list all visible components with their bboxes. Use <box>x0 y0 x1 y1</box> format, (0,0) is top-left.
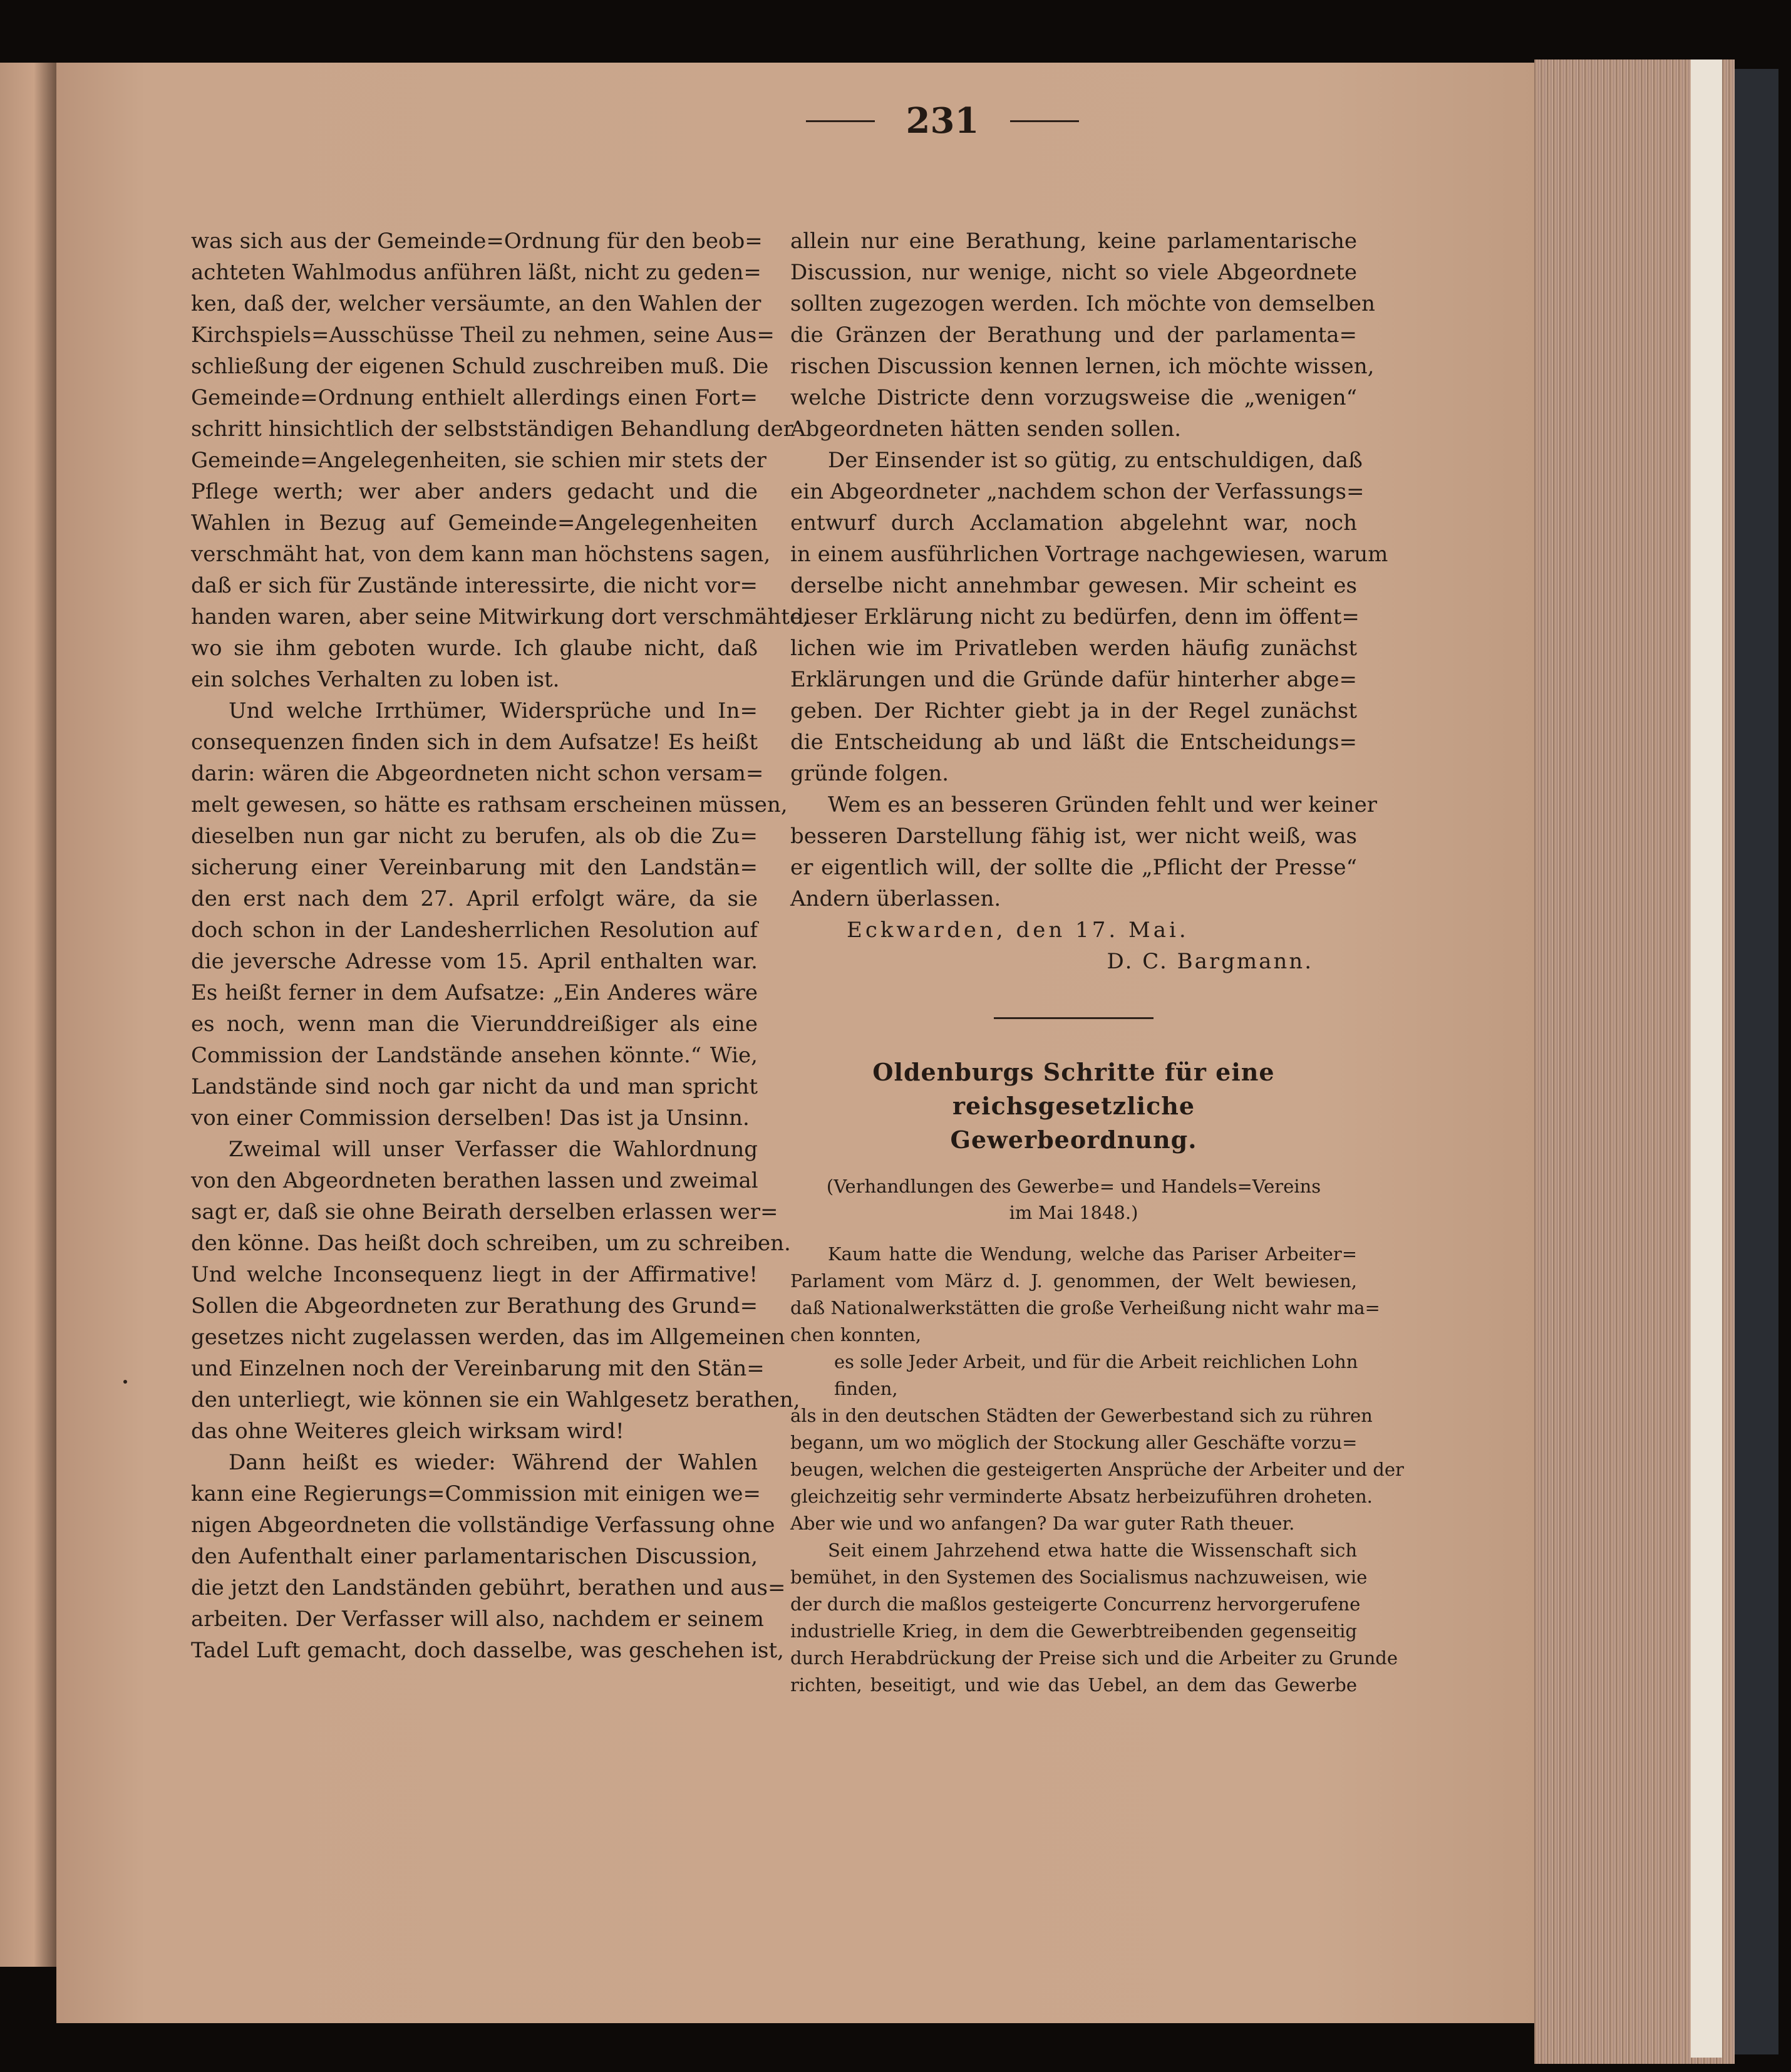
text-line: Parlament vom März d. J. genommen, der Welt bewiesen, <box>790 1270 1357 1292</box>
page-number: 231 <box>906 100 979 142</box>
book-cover-edge <box>1735 69 1778 2054</box>
text-line: lichen wie im Privatleben werden häufig zunächst <box>790 636 1357 661</box>
text-line: bemühet, in den Systemen des Socialismus nachzuweisen, wie <box>790 1567 1368 1588</box>
text-line: doch schon in der Landesherrlichen Resolution auf <box>191 918 758 943</box>
text-line: Landstände sind noch gar nicht da und man spricht <box>191 1074 758 1099</box>
text-line: Erklärungen und die Gründe dafür hinterher abge= <box>790 667 1357 692</box>
text-line: dieser Erklärung nicht zu bedürfen, denn im öffent= <box>790 604 1360 629</box>
right-column-body <box>790 225 1388 914</box>
text-line: Der Einsender ist so gütig, zu entschuldigen, daß <box>828 448 1363 473</box>
text-line: daß Nationalwerkstätten die große Verheißung nicht wahr ma= <box>790 1297 1380 1318</box>
text-line: Andern überlassen. <box>790 886 1001 911</box>
text-line: sagt er, daß sie ohne Beirath derselben erlassen wer= <box>191 1199 778 1225</box>
text-line: das ohne Weiteres gleich wirksam wird! <box>191 1419 624 1444</box>
text-line: es noch, wenn man die Vierunddreißiger als eine <box>191 1012 758 1037</box>
article-headline-line-1: Oldenburgs Schritte für eine reichsgesetzliche <box>872 1058 1275 1120</box>
text-line: von den Abgeordneten berathen lassen und zweimal <box>191 1168 758 1193</box>
signature-place-date: Eckwarden, den 17. Mai. <box>847 918 1189 943</box>
text-line: den Aufenthalt einer parlamentarischen Discussion, <box>191 1544 758 1569</box>
text-line: den unterliegt, wie können sie ein Wahlgesetz berathen, <box>191 1387 800 1412</box>
text-line: die jetzt den Landständen gebührt, berathen und aus= <box>191 1575 786 1600</box>
paragraph <box>790 225 1375 445</box>
text-line: Sollen die Abgeordneten zur Berathung des Grund= <box>191 1293 758 1318</box>
paragraph <box>191 695 788 1134</box>
text-line: Aber wie und wo anfangen? Da war guter Rath theuer. <box>790 1513 1295 1534</box>
text-line: besseren Darstellung fähig ist, wer nicht weiß, was <box>790 824 1357 849</box>
text-line: arbeiten. Der Verfasser will also, nachdem er seinem <box>191 1607 764 1632</box>
text-line: Dann heißt es wieder: Während der Wahlen <box>229 1450 758 1475</box>
text-line: geben. Der Richter giebt ja in der Regel zunächst <box>790 698 1357 723</box>
article-subheading <box>790 1173 1357 1226</box>
text-line: darin: wären die Abgeordneten nicht schon versam= <box>191 761 764 786</box>
header-rule-right <box>1010 120 1079 122</box>
text-line: Kirchspiels=Ausschüsse Theil zu nehmen, seine Aus= <box>191 323 775 348</box>
text-line: ein Abgeordneter „nachdem schon der Verfassungs= <box>790 479 1365 504</box>
text-line: in einem ausführlichen Vortrage nachgewiesen, warum <box>790 542 1388 567</box>
text-line: Es heißt ferner in dem Aufsatze: „Ein Anderes wäre <box>191 980 758 1005</box>
article-headline-line-2: Gewerbeordnung. <box>950 1126 1197 1154</box>
text-line: ein solches Verhalten zu loben ist. <box>191 667 560 692</box>
text-line: allein nur eine Berathung, keine parlamentarische <box>790 229 1357 254</box>
paragraph <box>790 1241 1380 1349</box>
section-divider <box>994 1017 1154 1019</box>
text-line: die Gränzen der Berathung und der parlamenta= <box>790 323 1357 348</box>
article-body <box>790 1241 1404 1699</box>
text-line: ken, daß der, welcher versäumte, an den Wahlen der <box>191 291 761 316</box>
left-column <box>191 225 809 1666</box>
text-line: entwurf durch Acclamation abgelehnt war, noch <box>790 510 1357 536</box>
text-line: daß er sich für Zustände interessirte, die nicht vor= <box>191 573 758 598</box>
article-subheading-line-2: im Mai 1848.) <box>1009 1202 1138 1223</box>
text-line: gesetzes nicht zugelassen werden, das im Allgemeinen <box>191 1325 785 1350</box>
text-line: beugen, welchen die gesteigerten Ansprüche der Arbeiter und der <box>790 1459 1404 1480</box>
text-line: der durch die maßlos gesteigerte Concurrenz hervorgerufene <box>790 1593 1361 1615</box>
ink-speck <box>123 1380 127 1384</box>
text-line: handen waren, aber seine Mitwirkung dort verschmähte, <box>191 604 809 629</box>
text-line: Gemeinde=Angelegenheiten, sie schien mir stets der <box>191 448 766 473</box>
text-line: dieselben nun gar nicht zu berufen, als ob die Zu= <box>191 824 758 849</box>
text-line: die jeversche Adresse vom 15. April enthalten war. <box>191 949 758 974</box>
text-line: Commission der Landstände ansehen könnte.“ Wie, <box>191 1043 758 1068</box>
text-line: kann eine Regierungs=Commission mit einigen we= <box>191 1481 761 1506</box>
article-subheading-line-1: (Verhandlungen des Gewerbe= und Handels=Vereins <box>826 1176 1321 1197</box>
paragraph <box>790 1537 1398 1699</box>
right-column <box>790 225 1404 1699</box>
paragraph <box>790 1349 1357 1402</box>
paragraph <box>191 225 809 695</box>
text-line: Seit einem Jahrzehend etwa hatte die Wissenschaft sich <box>828 1540 1357 1561</box>
text-line: nigen Abgeordneten die vollständige Verfassung ohne <box>191 1513 775 1538</box>
header-rule-left <box>806 120 875 122</box>
text-line: den könne. Das heißt doch schreiben, um zu schreiben. <box>191 1231 791 1256</box>
text-line: chen konnten, <box>790 1324 922 1345</box>
text-line: Tadel Luft gemacht, doch dasselbe, was geschehen ist, <box>191 1638 784 1663</box>
text-line: und Einzelnen noch der Vereinbarung mit den Stän= <box>191 1356 765 1381</box>
text-line: Gemeinde=Ordnung enthielt allerdings einen Fort= <box>191 385 758 410</box>
text-line: verschmäht hat, von dem kann man höchstens sagen, <box>191 542 771 567</box>
text-line: wo sie ihm geboten wurde. Ich glaube nicht, daß <box>191 636 758 661</box>
text-line: welche Districte denn vorzugsweise die „wenigen“ <box>790 385 1357 410</box>
text-line: derselbe nicht annehmbar gewesen. Mir scheint es <box>790 573 1357 598</box>
text-line: consequenzen finden sich in dem Aufsatze! Es heißt <box>191 730 758 755</box>
page-edge-strip <box>1691 60 1722 2058</box>
text-line: die Entscheidung ab und läßt die Entscheidungs= <box>790 730 1357 755</box>
text-line: melt gewesen, so hätte es rathsam erscheinen müssen, <box>191 792 788 817</box>
text-line: Discussion, nur wenige, nicht so viele Abgeordnete <box>790 260 1357 285</box>
text-line: gründe folgen. <box>790 761 949 786</box>
text-line: Und welche Irrthümer, Widersprüche und In= <box>229 698 758 723</box>
text-line: begann, um wo möglich der Stockung aller Geschäfte vorzu= <box>790 1432 1358 1453</box>
text-line: finden, <box>834 1378 898 1399</box>
text-line: Kaum hatte die Wendung, welche das Pariser Arbeiter= <box>828 1243 1357 1265</box>
facing-page-edge <box>0 63 56 1967</box>
text-line: richten, beseitigt, und wie das Uebel, an dem das Gewerbe <box>790 1674 1357 1696</box>
text-line: Wahlen in Bezug auf Gemeinde=Angelegenheiten <box>191 510 758 536</box>
text-line: durch Herabdrückung der Preise sich und die Arbeiter zu Grunde <box>790 1647 1398 1669</box>
text-line: schritt hinsichtlich der selbstständigen Behandlung der <box>191 417 793 442</box>
text-line: schließung der eigenen Schuld zuschreiben muß. Die <box>191 354 769 379</box>
paragraph <box>191 1134 800 1447</box>
page-header <box>56 100 1791 142</box>
text-line: gleichzeitig sehr verminderte Absatz herbeizuführen droheten. <box>790 1486 1373 1507</box>
paragraph <box>790 445 1388 789</box>
text-line: industrielle Krieg, in dem die Gewerbtreibenden gegenseitig <box>790 1620 1357 1642</box>
text-line: Und welche Inconsequenz liegt in der Affirmative! <box>191 1262 758 1287</box>
text-line: was sich aus der Gemeinde=Ordnung für den beob= <box>191 229 763 254</box>
article-headline <box>790 1055 1357 1157</box>
text-line: sollten zugezogen werden. Ich möchte von demselben <box>790 291 1375 316</box>
text-line: den erst nach dem 27. April erfolgt wäre, da sie <box>191 886 758 911</box>
signature-name: D. C. Bargmann. <box>1107 949 1313 974</box>
text-line: sicherung einer Vereinbarung mit den Landstän= <box>191 855 758 880</box>
text-line: es solle Jeder Arbeit, und für die Arbeit reichlichen Lohn <box>834 1351 1358 1372</box>
text-line: er eigentlich will, der sollte die „Pflicht der Presse“ <box>790 855 1357 880</box>
text-line: Pflege werth; wer aber anders gedacht und die <box>191 479 758 504</box>
text-line: achteten Wahlmodus anführen läßt, nicht zu geden= <box>191 260 761 285</box>
paragraph <box>191 1447 786 1666</box>
text-line: Abgeordneten hätten senden sollen. <box>790 417 1182 442</box>
text-line: Zweimal will unser Verfasser die Wahlordnung <box>229 1137 758 1162</box>
paragraph <box>790 789 1377 914</box>
paragraph <box>790 1402 1404 1537</box>
text-line: Wem es an besseren Gründen fehlt und wer keiner <box>828 792 1377 817</box>
text-line: rischen Discussion kennen lernen, ich möchte wissen, <box>790 354 1375 379</box>
text-line: von einer Commission derselben! Das ist ja Unsinn. <box>191 1106 750 1131</box>
text-line: als in den deutschen Städten der Gewerbestand sich zu rühren <box>790 1405 1373 1426</box>
